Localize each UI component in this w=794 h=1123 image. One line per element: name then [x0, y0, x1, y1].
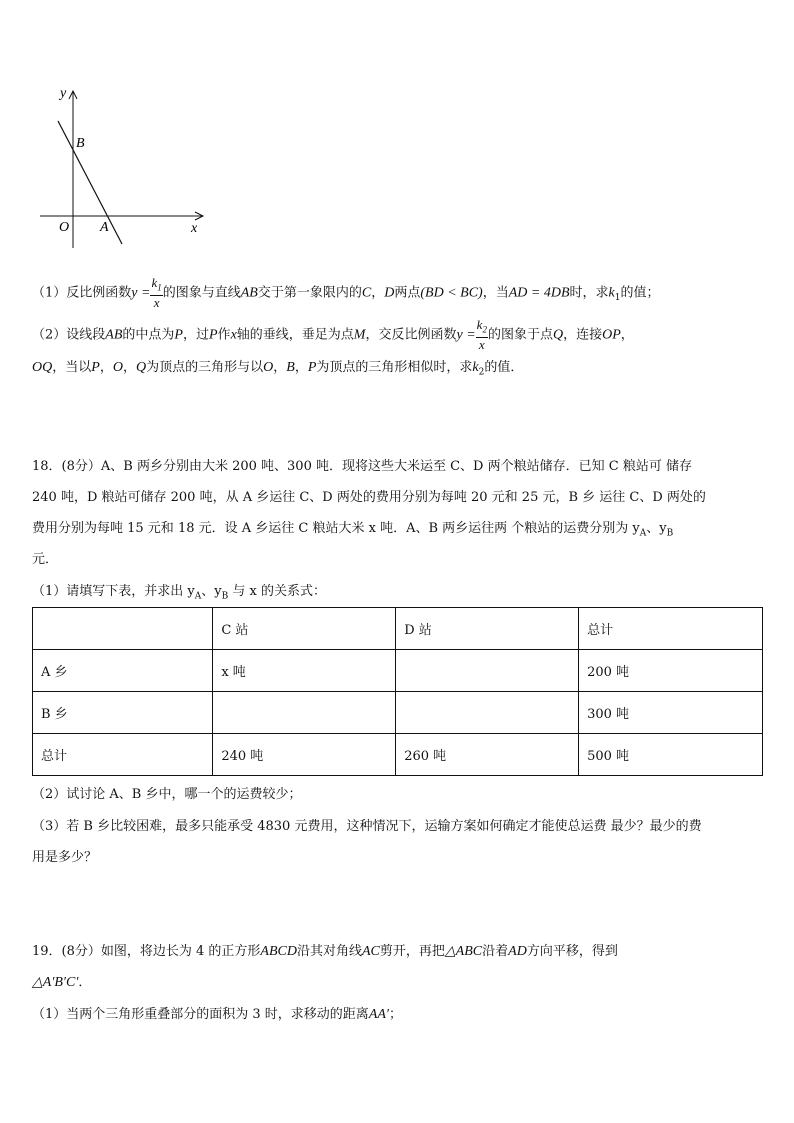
label-x: x [191, 221, 198, 236]
text: 轴的垂线，垂足为点 [236, 327, 354, 343]
math: OP [602, 327, 621, 343]
table-row [33, 734, 763, 776]
math: AA′ [368, 1007, 389, 1022]
math: △A′B′C′ [32, 975, 79, 990]
q19-line1 [32, 944, 618, 960]
q19-line2 [32, 975, 91, 991]
text: 沿其对角线 [296, 944, 362, 959]
fraction-k1-over-x [150, 276, 162, 310]
coordinate-figure [0, 0, 220, 260]
math: M [353, 327, 366, 343]
subscript: B [666, 528, 674, 539]
transport-table [32, 607, 763, 776]
text: 19．(8分）如图，将边长为 4 的正方形 [32, 944, 261, 959]
q19-sub1 [32, 1007, 402, 1023]
q17-part2-cont [32, 360, 523, 381]
table-cell [213, 692, 396, 734]
text: 费用分别为每吨 15 元和 18 元．设 A 乡运往 C 粮站大米 x 吨．A、B 两乡运往两 个粮站的运费分别为 y [32, 521, 640, 536]
table-cell: A 乡 [33, 650, 213, 692]
math: x [478, 336, 485, 352]
math: Q [135, 360, 147, 375]
math: AD [508, 944, 527, 959]
table-row [33, 650, 763, 692]
table-cell [396, 650, 579, 692]
text: ， [294, 360, 308, 375]
text: ， [371, 285, 385, 301]
q18-line2: 240 吨，D 粮站可储存 200 吨，从 A 乡运往 C、D 两处的费用分别为每吨 20 元和 25 元，B 乡 运往 C、D 两处的 [32, 490, 706, 505]
table-cell: x 吨 [213, 650, 396, 692]
math: k [472, 360, 479, 375]
label-b: B [76, 136, 85, 151]
math: P [91, 360, 100, 375]
math: AB [240, 285, 258, 301]
text: 沿着 [482, 944, 509, 959]
text: ，连接 [563, 327, 603, 343]
text: 的图象与直线 [162, 285, 241, 301]
math: x [230, 327, 237, 343]
text: （1）当两个三角形重叠部分的面积为 3 时，求移动的距离 [32, 1007, 369, 1022]
text: 的值； [620, 285, 660, 301]
math: D [384, 285, 395, 301]
text: 方向平移，得到 [526, 944, 618, 959]
math: x [153, 294, 160, 310]
math: B [286, 360, 295, 375]
math: ABCD [260, 944, 297, 959]
text: （1）反比例函数 [32, 285, 132, 301]
math: AB [105, 327, 123, 343]
math: 2 [478, 367, 485, 378]
math: k [608, 285, 615, 301]
math: P [307, 360, 317, 375]
text: ， [273, 360, 287, 375]
math: △ABC [444, 944, 483, 959]
text: ． [78, 975, 92, 990]
math: O [263, 360, 274, 375]
label-o: O [59, 220, 70, 235]
q18-sub3: （3）若 B 乡比较困难，最多只能承受 4830 元费用，这种情况下，运输方案如何确定才能使总运费 最少？最少的费 [32, 819, 702, 834]
text: ， [620, 327, 634, 343]
fraction-k2-over-x [476, 318, 488, 352]
text: 、y [201, 584, 222, 599]
table-row [33, 692, 763, 734]
subscript: B [221, 591, 229, 602]
table-cell: 总计 [33, 734, 213, 776]
math: y = [456, 327, 476, 343]
math: y = [131, 285, 151, 301]
text: 的图象于点 [487, 327, 553, 343]
text: ， [99, 360, 113, 375]
q17-part1 [32, 276, 659, 310]
table-cell: 500 吨 [579, 734, 763, 776]
math: P [208, 327, 218, 343]
text: 为顶点的三角形与以 [146, 360, 264, 375]
math: C [361, 285, 372, 301]
math: 2 [482, 324, 487, 335]
math: 1 [614, 292, 621, 303]
text: 剪开，再把 [379, 944, 445, 959]
text: （1）请填写下表，并求出 y [32, 584, 195, 599]
text: 的中点为 [122, 327, 175, 343]
table-cell [396, 692, 579, 734]
text: 为顶点的三角形相似时，求 [316, 360, 473, 375]
q18-sub2: （2）试讨论 A、B 乡中，哪一个的运费较少； [32, 787, 302, 802]
table-cell: 260 吨 [396, 734, 579, 776]
math: P [174, 327, 183, 343]
text: 两点 [394, 285, 421, 301]
table-cell: 总计 [579, 608, 763, 650]
subscript: A [194, 591, 202, 602]
math: OQ [32, 360, 53, 375]
text: 、y [646, 521, 667, 536]
text: ，交反比例函数 [365, 327, 457, 343]
q18-line3 [32, 521, 673, 542]
math: k [151, 275, 158, 290]
table-cell: C 站 [213, 608, 396, 650]
subscript: A [639, 528, 647, 539]
math: 1 [157, 282, 162, 293]
math: Q [552, 327, 564, 343]
math: AD = 4DB [508, 285, 570, 301]
text: ，过 [182, 327, 209, 343]
text: 时，求 [569, 285, 609, 301]
table-header-row [33, 608, 763, 650]
table-cell [33, 608, 213, 650]
math: AC [362, 944, 380, 959]
text: ； [388, 1007, 402, 1022]
text: 与 x 的关系式： [228, 584, 326, 599]
text: ，当 [482, 285, 509, 301]
text: ，当以 [52, 360, 92, 375]
math: O [112, 360, 123, 375]
label-a: A [100, 220, 109, 235]
math: k [476, 317, 483, 332]
table-cell: D 站 [396, 608, 579, 650]
text: ， [122, 360, 136, 375]
table-cell: 300 吨 [579, 692, 763, 734]
q18-sub1 [32, 584, 326, 605]
table-cell: 240 吨 [213, 734, 396, 776]
q18-line4: 元． [32, 552, 59, 567]
table-cell: B 乡 [33, 692, 213, 734]
table-cell: 200 吨 [579, 650, 763, 692]
math: (BD < BC) [420, 285, 483, 301]
text: 的值． [484, 360, 524, 375]
q18-line1: 18．(8分）A、B 两乡分别由大米 200 吨、300 吨．现将这些大米运至 C、D 两个粮站储存．已知 C 粮站可 储存 [32, 459, 692, 474]
label-y: y [60, 86, 67, 101]
q18-sub3-cont: 用是多少？ [32, 850, 98, 865]
text: （2）设线段 [32, 327, 106, 343]
q17-part2 [32, 318, 634, 352]
text: 交于第一象限内的 [257, 285, 362, 301]
text: 作 [217, 327, 231, 343]
